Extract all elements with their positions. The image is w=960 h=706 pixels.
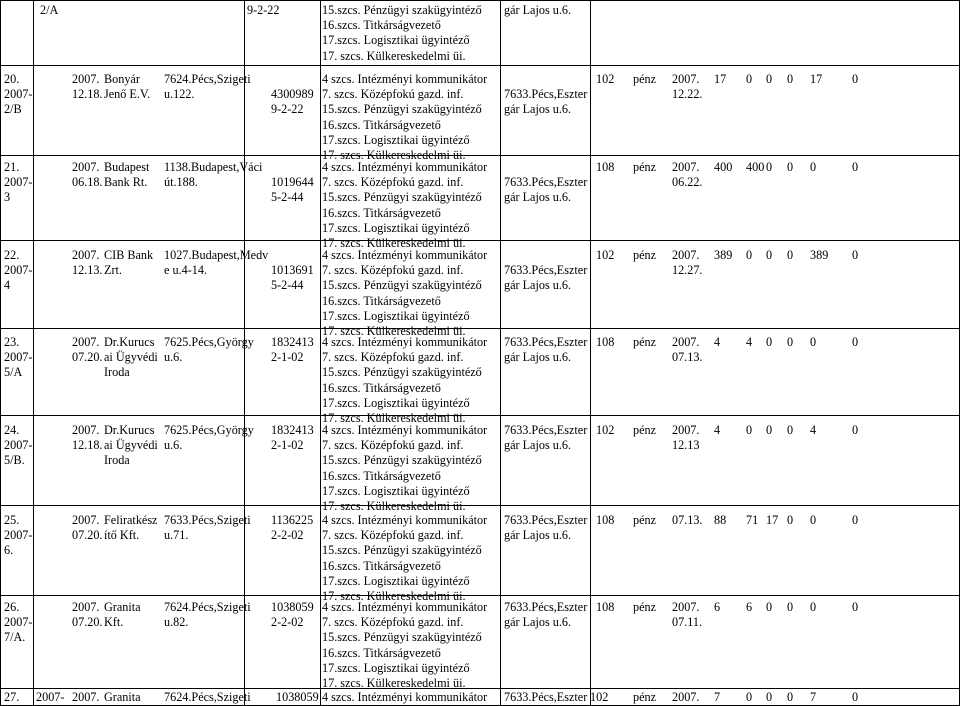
job-list-cell: 17. szcs. Külkereskedelmi üi. xyxy=(322,148,466,162)
date-cell: 2007. xyxy=(72,335,100,349)
place-cell: gár Lajos u.6. xyxy=(504,350,572,365)
job-list-cell: 15.szcs. Pénzügyi szakügyintéző xyxy=(322,453,482,468)
place-cell: 7633.Pécs,Eszter xyxy=(504,600,588,614)
start-date-cell: 12.27. xyxy=(672,263,703,278)
count-cell: 389 xyxy=(810,248,829,262)
count-cell: 0 xyxy=(787,160,794,174)
last-row-cell: 102 xyxy=(590,690,609,704)
count-cell: 400 xyxy=(714,160,733,174)
address-cell: 7624.Pécs,Szigeti xyxy=(164,72,251,86)
job-list-cell: 17.szcs. Logisztikai ügyintéző xyxy=(322,573,470,588)
count-cell: 0 xyxy=(810,600,817,614)
last-row-cell: 2007. xyxy=(672,690,700,704)
count-cell: 17 xyxy=(810,72,823,86)
count-cell: 0 xyxy=(852,600,859,614)
registration-cell: 2/B xyxy=(4,102,22,117)
job-list-cell: 17.szcs. Logisztikai ügyintéző xyxy=(322,395,470,410)
count-cell: 6 xyxy=(714,600,721,614)
job-list-cell: 17. szcs. Külkereskedelmi üi. xyxy=(322,236,466,250)
subject-cell: pénz xyxy=(633,72,657,86)
place-cell: gár Lajos u.6. xyxy=(504,102,572,117)
place-cell: gár Lajos u.6. xyxy=(504,528,572,543)
count-cell: 0 xyxy=(852,423,859,437)
registration-cell: 2007- xyxy=(4,175,33,189)
job-list-cell: 15.szcs. Pénzügyi szakügyintéző xyxy=(322,543,482,558)
job-list-cell: 17.szcs. Logisztikai ügyintéző xyxy=(322,33,470,48)
date-cell: 07.20. xyxy=(72,350,103,365)
job-list-cell: 15.szcs. Pénzügyi szakügyintéző xyxy=(322,3,482,17)
company-name-cell: Granita xyxy=(104,600,141,614)
count-cell: 0 xyxy=(746,248,753,262)
company-name-cell: ai Ügyvédi xyxy=(104,350,158,365)
count-cell: 0 xyxy=(766,248,773,262)
row-number-cell: 24. xyxy=(4,423,20,437)
address-cell: út.188. xyxy=(164,175,198,190)
place-cell: 7633.Pécs,Eszter xyxy=(504,335,588,349)
job-list-cell: 15.szcs. Pénzügyi szakügyintéző xyxy=(322,278,482,293)
subject-cell: pénz xyxy=(633,248,657,262)
date-cell: 2007. xyxy=(72,600,100,614)
last-row-cell: 0 xyxy=(766,690,773,704)
column-divider xyxy=(500,0,501,706)
count-cell: 0 xyxy=(787,248,794,262)
job-list-cell: 7. szcs. Középfokú gazd. inf. xyxy=(322,528,464,543)
job-list-cell: 7. szcs. Középfokú gazd. inf. xyxy=(322,87,464,102)
job-list-cell: 4 szcs. Intézményi kommunikátor xyxy=(322,600,488,614)
count-cell: 0 xyxy=(852,248,859,262)
job-list-cell: 17.szcs. Logisztikai ügyintéző xyxy=(322,483,470,498)
job-list-cell: 7. szcs. Középfokú gazd. inf. xyxy=(322,175,464,190)
cert-cell: 9-2-22 xyxy=(247,3,280,17)
job-list-cell: 7. szcs. Középfokú gazd. inf. xyxy=(322,350,464,365)
job-list-cell: 4 szcs. Intézményi kommunikátor xyxy=(322,335,488,349)
last-row-cell: 1038059 xyxy=(276,690,319,704)
count-cell: 0 xyxy=(810,160,817,174)
date-cell: 2007. xyxy=(72,423,100,437)
count-cell: 0 xyxy=(787,335,794,349)
row-divider xyxy=(0,595,960,596)
count-cell: 0 xyxy=(787,423,794,437)
job-list-cell: 16.szcs. Titkárságvezető xyxy=(322,645,441,660)
last-row-cell: 27. xyxy=(4,690,20,704)
cert-cell: 1832413 xyxy=(271,335,314,349)
job-list-cell: 16.szcs. Titkárságvezető xyxy=(322,468,441,483)
job-list-cell: 17.szcs. Logisztikai ügyintéző xyxy=(322,220,470,235)
count-cell: 0 xyxy=(746,72,753,86)
hours-cell: 108 xyxy=(596,513,615,527)
cert-cell: 1832413 xyxy=(271,423,314,437)
company-name-cell: ítő Kft. xyxy=(104,528,140,543)
hours-cell: 102 xyxy=(596,72,615,86)
last-row-cell: pénz xyxy=(633,690,657,704)
company-name-cell: Zrt. xyxy=(104,263,122,278)
job-list-cell: 7. szcs. Középfokú gazd. inf. xyxy=(322,438,464,453)
count-cell: 0 xyxy=(852,513,859,527)
subject-cell: pénz xyxy=(633,513,657,527)
date-cell: 06.18. xyxy=(72,175,103,190)
row-divider xyxy=(0,415,960,416)
count-cell: 0 xyxy=(766,423,773,437)
last-row-cell: Granita xyxy=(104,690,141,704)
column-divider xyxy=(590,0,591,706)
last-row-cell: 0 xyxy=(852,690,859,704)
address-cell: 7624.Pécs,Szigeti xyxy=(164,600,251,614)
place-cell: gár Lajos u.6. xyxy=(504,615,572,630)
date-cell: 2007. xyxy=(72,248,100,262)
count-cell: 0 xyxy=(746,423,753,437)
row-divider xyxy=(0,328,960,329)
job-list-cell: 16.szcs. Titkárságvezető xyxy=(322,293,441,308)
start-date-cell: 2007. xyxy=(672,248,700,262)
registration-cell: 7/A. xyxy=(4,630,26,645)
company-name-cell: ai Ügyvédi xyxy=(104,438,158,453)
row-divider xyxy=(0,65,960,66)
job-list-cell: 17.szcs. Logisztikai ügyintéző xyxy=(322,308,470,323)
last-row-cell: 0 xyxy=(746,690,753,704)
date-cell: 12.18. xyxy=(72,438,103,453)
start-date-cell: 07.13. xyxy=(672,350,703,365)
job-list-cell: 15.szcs. Pénzügyi szakügyintéző xyxy=(322,630,482,645)
address-cell: 7633.Pécs,Szigeti xyxy=(164,513,251,527)
row-divider xyxy=(0,505,960,506)
company-name-cell: Jenő E.V. xyxy=(104,87,151,102)
last-row-cell: 7624.Pécs,Szigeti xyxy=(164,690,251,704)
registration-cell: 2007- xyxy=(4,87,33,101)
last-row-cell: 7 xyxy=(810,690,817,704)
registration-cell: 2007- xyxy=(4,438,33,452)
address-cell: u.6. xyxy=(164,350,183,365)
row-number-cell: 25. xyxy=(4,513,20,527)
job-list-cell: 4 szcs. Intézményi kommunikátor xyxy=(322,72,488,86)
place-cell: 7633.Pécs,Eszter xyxy=(504,513,588,527)
hours-cell: 108 xyxy=(596,600,615,614)
job-list-cell: 17.szcs. Logisztikai ügyintéző xyxy=(322,660,470,675)
address-cell: u.82. xyxy=(164,615,189,630)
address-cell: e u.4-14. xyxy=(164,263,207,278)
subject-cell: pénz xyxy=(633,600,657,614)
start-date-cell: 12.13 xyxy=(672,438,700,453)
count-cell: 0 xyxy=(787,72,794,86)
registration-cell: 4 xyxy=(4,278,11,293)
address-cell: u.122. xyxy=(164,87,195,102)
row-number-cell: 26. xyxy=(4,600,20,614)
job-list-cell: 4 szcs. Intézményi kommunikátor xyxy=(322,160,488,174)
registration-cell: 3 xyxy=(4,190,11,205)
row-divider xyxy=(0,155,960,156)
count-cell: 0 xyxy=(766,335,773,349)
address-cell: 7625.Pécs,György xyxy=(164,423,254,437)
cert-cell: 2-2-02 xyxy=(271,615,304,630)
last-row-cell: 2007. xyxy=(72,690,100,704)
hours-cell: 108 xyxy=(596,335,615,349)
address-cell: 1138.Budapest,Váci xyxy=(164,160,263,174)
registration-cell: 2007- xyxy=(4,350,33,364)
column-divider xyxy=(0,0,1,706)
start-date-cell: 12.22. xyxy=(672,87,703,102)
cert-cell: 2-2-02 xyxy=(271,528,304,543)
count-cell: 0 xyxy=(787,513,794,527)
job-list-cell: 17.szcs. Logisztikai ügyintéző xyxy=(322,132,470,147)
job-list-cell: 17. szcs. Külkereskedelmi üi. xyxy=(322,324,466,338)
count-cell: 389 xyxy=(714,248,733,262)
start-date-cell: 2007. xyxy=(672,600,700,614)
count-cell: 0 xyxy=(852,72,859,86)
count-cell: 0 xyxy=(766,600,773,614)
job-list-cell: 17. szcs. Külkereskedelmi üi. xyxy=(322,676,466,690)
last-row-cell: 0 xyxy=(787,690,794,704)
job-list-cell: 17. szcs. Külkereskedelmi üi. xyxy=(322,589,466,603)
address-cell: u.6. xyxy=(164,438,183,453)
hours-cell: 102 xyxy=(596,423,615,437)
registration-cell: 2007- xyxy=(4,528,33,542)
row-number-cell: 22. xyxy=(4,248,20,262)
registration-cell: 5/B. xyxy=(4,453,25,468)
cert-cell: 1136225 xyxy=(271,513,314,527)
date-cell: 2007. xyxy=(72,160,100,174)
date-cell: 12.13. xyxy=(72,263,103,278)
start-date-cell: 2007. xyxy=(672,160,700,174)
job-list-cell: 15.szcs. Pénzügyi szakügyintéző xyxy=(322,365,482,380)
job-list-cell: 15.szcs. Pénzügyi szakügyintéző xyxy=(322,102,482,117)
cert-cell: 1013691 xyxy=(271,263,314,277)
cert-cell: 5-2-44 xyxy=(271,190,304,205)
row-divider xyxy=(0,240,960,241)
company-name-cell: Budapest xyxy=(104,160,150,174)
address-cell: u.71. xyxy=(164,528,189,543)
start-date-cell: 2007. xyxy=(672,423,700,437)
row-number-cell: 21. xyxy=(4,160,20,174)
place-cell: gár Lajos u.6. xyxy=(504,190,572,205)
count-cell: 0 xyxy=(810,335,817,349)
cert-cell: 1038059 xyxy=(271,600,314,614)
registration-cell: 2007- xyxy=(4,263,33,277)
cert-cell: 5-2-44 xyxy=(271,278,304,293)
row-number-cell: 2/A xyxy=(40,3,59,17)
job-list-cell: 16.szcs. Titkárságvezető xyxy=(322,117,441,132)
count-cell: 0 xyxy=(810,513,817,527)
row-divider xyxy=(0,0,960,1)
address-cell: 7625.Pécs,György xyxy=(164,335,254,349)
company-name-cell: Bonyár xyxy=(104,72,140,86)
company-name-cell: CIB Bank xyxy=(104,248,154,262)
start-date-cell: 06.22. xyxy=(672,175,703,190)
count-cell: 88 xyxy=(714,513,727,527)
cert-cell: 2-1-02 xyxy=(271,350,304,365)
cert-cell: 1019644 xyxy=(271,175,314,189)
start-date-cell: 07.13. xyxy=(672,513,703,527)
start-date-cell: 2007. xyxy=(672,335,700,349)
count-cell: 4 xyxy=(810,423,817,437)
job-list-cell: 17. szcs. Külkereskedelmi üi. xyxy=(322,499,466,513)
address-cell: 1027.Budapest,Medv xyxy=(164,248,269,262)
count-cell: 6 xyxy=(746,600,753,614)
job-list-cell: 4 szcs. Intézményi kommunikátor xyxy=(322,248,488,262)
start-date-cell: 07.11. xyxy=(672,615,703,630)
job-list-cell: 15.szcs. Pénzügyi szakügyintéző xyxy=(322,190,482,205)
place-cell: 7633.Pécs,Eszter xyxy=(504,423,588,437)
count-cell: 0 xyxy=(766,160,773,174)
job-list-cell: 7. szcs. Középfokú gazd. inf. xyxy=(322,263,464,278)
job-list-cell: 17. szcs. Külkereskedelmi üi. xyxy=(322,411,466,425)
company-name-cell: Dr.Kurucs xyxy=(104,423,155,437)
count-cell: 0 xyxy=(787,600,794,614)
place-cell: 7633.Pécs,Eszter xyxy=(504,263,588,277)
company-name-cell: Feliratkész xyxy=(104,513,158,527)
subject-cell: pénz xyxy=(633,335,657,349)
date-cell: 2007. xyxy=(72,513,100,527)
hours-cell: 108 xyxy=(596,160,615,174)
count-cell: 17 xyxy=(714,72,727,86)
last-row-cell: 2007- xyxy=(36,690,65,704)
cert-cell: 9-2-22 xyxy=(271,102,304,117)
count-cell: 0 xyxy=(766,72,773,86)
job-list-cell: 16.szcs. Titkárságvezető xyxy=(322,558,441,573)
job-list-cell: 16.szcs. Titkárságvezető xyxy=(322,18,441,33)
count-cell: 0 xyxy=(852,335,859,349)
company-name-cell: Kft. xyxy=(104,615,124,630)
registration-cell: 2007- xyxy=(4,615,33,629)
date-cell: 07.20. xyxy=(72,615,103,630)
company-name-cell: Dr.Kurucs xyxy=(104,335,155,349)
count-cell: 17 xyxy=(766,513,779,527)
job-list-cell: 7. szcs. Középfokú gazd. inf. xyxy=(322,615,464,630)
count-cell: 0 xyxy=(852,160,859,174)
place-cell: gár Lajos u.6. xyxy=(504,278,572,293)
row-number-cell: 23. xyxy=(4,335,20,349)
registration-cell: 6. xyxy=(4,543,14,558)
job-list-cell: 4 szcs. Intézményi kommunikátor xyxy=(322,423,488,437)
place-cell: gár Lajos u.6. xyxy=(504,3,572,17)
company-name-cell: Iroda xyxy=(104,365,130,380)
place-cell: gár Lajos u.6. xyxy=(504,438,572,453)
cert-cell: 4300989 xyxy=(271,87,314,101)
row-number-cell: 20. xyxy=(4,72,20,86)
count-cell: 4 xyxy=(746,335,753,349)
place-cell: 7633.Pécs,Eszter xyxy=(504,87,588,101)
job-list-cell: 16.szcs. Titkárságvezető xyxy=(322,380,441,395)
date-cell: 07.20. xyxy=(72,528,103,543)
job-list-cell: 4 szcs. Intézményi kommunikátor xyxy=(322,513,488,527)
cert-cell: 2-1-02 xyxy=(271,438,304,453)
date-cell: 2007. xyxy=(72,72,100,86)
job-list-cell: 16.szcs. Titkárságvezető xyxy=(322,205,441,220)
company-name-cell: Iroda xyxy=(104,453,130,468)
row-divider xyxy=(0,688,960,689)
count-cell: 4 xyxy=(714,335,721,349)
start-date-cell: 2007. xyxy=(672,72,700,86)
last-row-cell: 7 xyxy=(714,690,721,704)
hours-cell: 102 xyxy=(596,248,615,262)
count-cell: 400 xyxy=(746,160,765,174)
count-cell: 4 xyxy=(714,423,721,437)
job-list-cell: 17. szcs. Külkereskedelmi üi. xyxy=(322,48,466,63)
registration-cell: 5/A xyxy=(4,365,23,380)
column-divider xyxy=(33,0,34,706)
place-cell: 7633.Pécs,Eszter xyxy=(504,175,588,189)
company-name-cell: Bank Rt. xyxy=(104,175,148,190)
date-cell: 12.18. xyxy=(72,87,103,102)
last-row-cell: 4 szcs. Intézményi kommunikátor xyxy=(322,690,488,704)
last-row-cell: 7633.Pécs,Eszter xyxy=(504,690,588,704)
column-divider xyxy=(320,0,321,706)
subject-cell: pénz xyxy=(633,423,657,437)
subject-cell: pénz xyxy=(633,160,657,174)
count-cell: 71 xyxy=(746,513,759,527)
